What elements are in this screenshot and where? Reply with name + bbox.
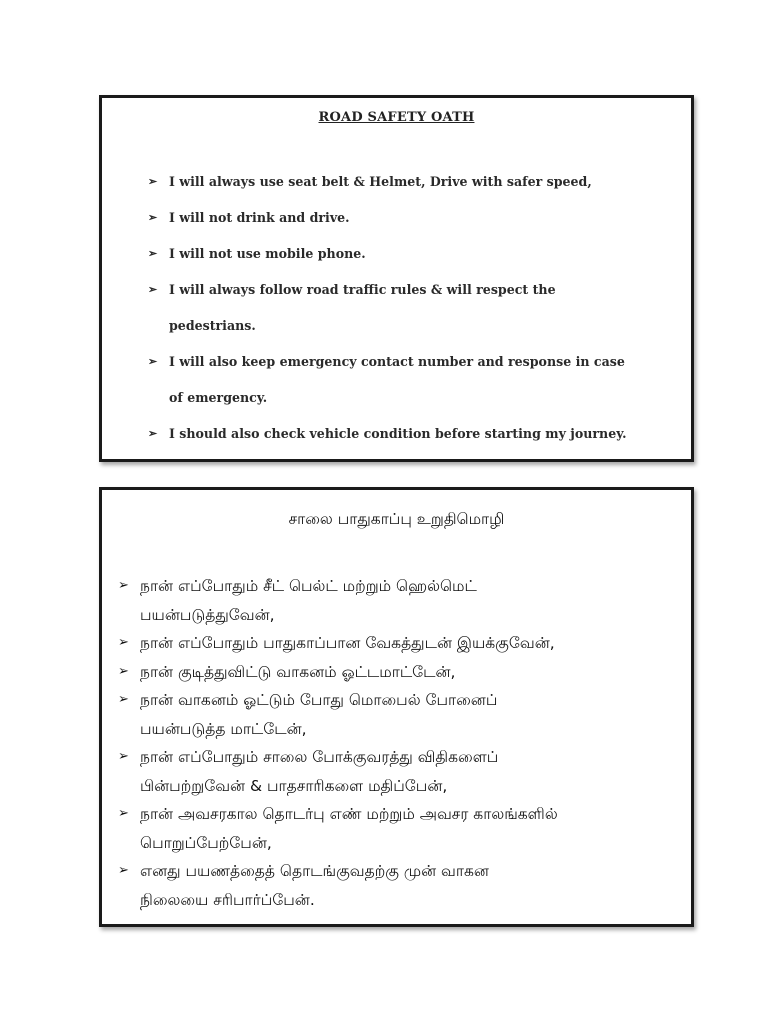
oath-item-text: I will always follow road traffic rules & will respect the (169, 282, 556, 297)
oath-item (148, 416, 626, 452)
arrowhead-bullet-icon: ➢ (118, 578, 129, 593)
oath-item-text: நான் எப்போதும் சீட் பெல்ட் மற்றும் ஹெல்மெட் (140, 577, 477, 595)
oath-item-text: நான் எப்போதும் பாதுகாப்பான வேகத்துடன் இயக்குவேன், (140, 634, 555, 652)
oath-item-text: பயன்படுத்த மாட்டேன், (140, 719, 307, 738)
tamil-oath-card (99, 487, 694, 927)
arrowhead-bullet-icon: ➢ (148, 355, 158, 368)
oath-item-text: of emergency. (169, 390, 268, 405)
oath-item-text: நான் அவசரகால தொடர்பு எண் மற்றும் அவசர காலங்களில் (140, 805, 558, 823)
arrowhead-bullet-icon: ➢ (148, 427, 158, 440)
oath-item (148, 164, 626, 200)
oath-item (118, 629, 558, 658)
tamil-oath-list (118, 572, 558, 914)
oath-item-text: பின்பற்றுவேன் & பாதசாரிகளை மதிப்பேன், (140, 776, 448, 795)
oath-item-text: எனது பயணத்தைத் தொடங்குவதற்கு முன் வாகன (140, 862, 489, 880)
arrowhead-bullet-icon: ➢ (118, 806, 129, 821)
oath-item-text: I will always use seat belt & Helmet, Drive with safer speed, (169, 174, 592, 189)
oath-item (148, 272, 626, 344)
tamil-oath-title: சாலை பாதுகாப்பு உறுதிமொழி (288, 510, 505, 528)
oath-item (118, 800, 558, 857)
oath-item (118, 572, 558, 629)
oath-item (118, 658, 558, 687)
oath-item-text: pedestrians. (169, 318, 256, 333)
arrowhead-bullet-icon: ➢ (118, 692, 129, 707)
arrowhead-bullet-icon: ➢ (118, 635, 129, 650)
oath-item-text: I should also check vehicle condition before starting my journey. (169, 426, 627, 441)
oath-item-text: நான் எப்போதும் சாலை போக்குவரத்து விதிகளைப் (140, 748, 499, 766)
oath-item-text: I will not drink and drive. (169, 210, 350, 225)
oath-item (118, 857, 558, 914)
english-oath-title: ROAD SAFETY OATH (318, 110, 475, 125)
arrowhead-bullet-icon: ➢ (148, 175, 158, 188)
oath-item-text: பயன்படுத்துவேன், (140, 605, 275, 624)
oath-item-text: பொறுப்பேற்பேன், (140, 833, 272, 852)
english-oath-card (99, 95, 694, 462)
oath-item-text: நான் வாகனம் ஓட்டும் போது மொபைல் போனைப் (140, 691, 498, 709)
oath-item-text: நிலையை சரிபார்ப்பேன். (140, 890, 315, 909)
arrowhead-bullet-icon: ➢ (118, 863, 129, 878)
oath-item (148, 200, 626, 236)
arrowhead-bullet-icon: ➢ (118, 749, 129, 764)
oath-item-text: I will not use mobile phone. (169, 246, 366, 261)
arrowhead-bullet-icon: ➢ (148, 211, 158, 224)
oath-item (148, 236, 626, 272)
oath-item (148, 344, 626, 416)
oath-item-text: நான் குடித்துவிட்டு வாகனம் ஓட்டமாட்டேன், (140, 662, 456, 681)
english-oath-list (148, 164, 626, 452)
arrowhead-bullet-icon: ➢ (148, 247, 158, 260)
arrowhead-bullet-icon: ➢ (118, 663, 129, 679)
oath-item (118, 743, 558, 800)
oath-item (118, 686, 558, 743)
arrowhead-bullet-icon: ➢ (148, 283, 158, 296)
oath-item-text: I will also keep emergency contact number and response in case (169, 354, 625, 369)
